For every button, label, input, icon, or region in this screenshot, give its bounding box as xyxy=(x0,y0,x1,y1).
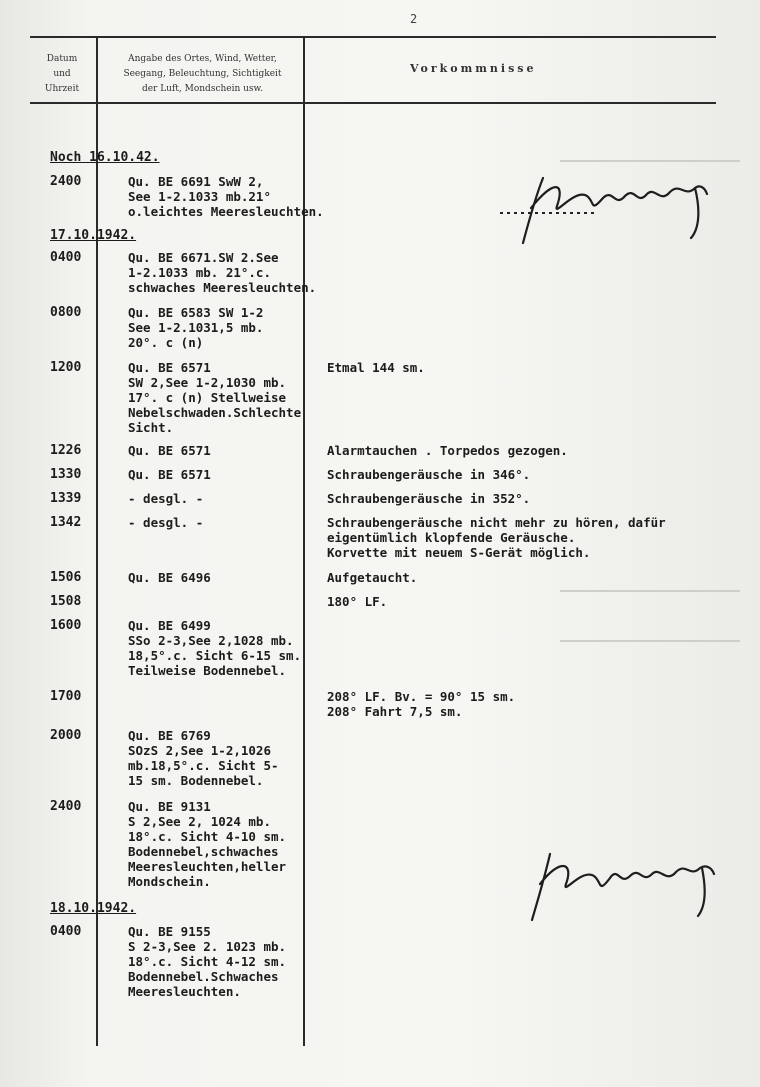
entry-time: 0400 xyxy=(50,924,82,939)
entry-event: Alarmtauchen . Torpedos gezogen. xyxy=(327,443,568,458)
bleed-through-mark xyxy=(560,640,740,642)
entry-location: Qu. BE 6583 SW 1-2 See 1-2.1031,5 mb. 20°. c (n) xyxy=(128,305,264,350)
entry-event: 208° LF. Bv. = 90° 15 sm. 208° Fahrt 7,5 sm. xyxy=(327,689,516,719)
entry-location: - desgl. - xyxy=(128,515,204,530)
entry-time: 1506 xyxy=(50,570,82,585)
signature xyxy=(520,840,730,925)
header-datum: Datum und Uhrzeit xyxy=(44,54,80,94)
signature xyxy=(495,158,725,248)
entry-location: Qu. BE 6671.SW 2.See 1-2.1033 mb. 21°.c. schwaches Meeresleuchten. xyxy=(128,250,317,295)
entry-event: Schraubengeräusche in 346°. xyxy=(327,467,531,482)
day-heading: Noch 16.10.42. xyxy=(50,150,160,165)
entry-time: 0400 xyxy=(50,250,82,265)
entry-location: - desgl. - xyxy=(128,491,204,506)
column-divider-1 xyxy=(96,36,98,1046)
entry-time: 2400 xyxy=(50,799,82,814)
entry-event: Etmal 144 sm. xyxy=(327,360,425,375)
entry-event: Schraubengeräusche nicht mehr zu hören, dafür eigentümlich klopfende Geräusche. Korvette mit neuem S-Gerät möglich. xyxy=(327,515,666,560)
entry-time: 2000 xyxy=(50,728,82,743)
signature-mark xyxy=(495,158,725,248)
entry-time: 1226 xyxy=(50,443,82,458)
entry-location: Qu. BE 6571 SW 2,See 1-2,1030 mb. 17°. c (n) Stellweise Nebelschwaden.Schlechte Sicht. xyxy=(128,360,302,435)
entry-location: Qu. BE 6499 SSo 2-3,See 2,1028 mb. 18,5°.c. Sicht 6-15 sm. Teilweise Bodennebel. xyxy=(128,618,302,678)
day-heading: 18.10.1942. xyxy=(50,901,137,916)
header-vorkommnisse: Vorkommnisse xyxy=(410,62,537,75)
entry-location: Qu. BE 6571 xyxy=(128,443,211,458)
top-rule xyxy=(30,36,716,38)
bleed-through-mark xyxy=(560,590,740,592)
page-number: 2 xyxy=(410,12,418,26)
entry-time: 1342 xyxy=(50,515,82,530)
header-rule xyxy=(30,102,716,104)
entry-time: 1330 xyxy=(50,467,82,482)
header-angabe: Angabe des Ortes, Wind, Wetter, Seegang, Beleuchtung, Sichtigkeit der Luft, Mondschein usw. xyxy=(123,54,282,94)
entry-time: 2400 xyxy=(50,174,82,189)
entry-event: Schraubengeräusche in 352°. xyxy=(327,491,531,506)
entry-location: Qu. BE 6691 SwW 2, See 1-2.1033 mb.21° o.leichtes Meeresleuchten. xyxy=(128,174,324,219)
entry-location: Qu. BE 9155 S 2-3,See 2. 1023 mb. 18°.c. Sicht 4-12 sm. Bodennebel.Schwaches Meeresleuchten. xyxy=(128,924,287,999)
entry-location: Qu. BE 6496 xyxy=(128,570,211,585)
entry-time: 1200 xyxy=(50,360,82,375)
entry-event: Aufgetaucht. xyxy=(327,570,418,585)
entry-time: 1508 xyxy=(50,594,82,609)
entry-location: Qu. BE 9131 S 2,See 2, 1024 mb. 18°.c. Sicht 4-10 sm. Bodennebel,schwaches Meeresleuchten,heller Mondschein. xyxy=(128,799,287,889)
entry-location: Qu. BE 6571 xyxy=(128,467,211,482)
entry-location: Qu. BE 6769 SOzS 2,See 1-2,1026 mb.18,5°.c. Sicht 5- 15 sm. Bodennebel. xyxy=(128,728,279,788)
day-heading: 17.10.1942. xyxy=(50,228,137,243)
entry-event: 180° LF. xyxy=(327,594,388,609)
entry-time: 1339 xyxy=(50,491,82,506)
entry-time: 0800 xyxy=(50,305,82,320)
signature-mark xyxy=(520,840,730,925)
entry-time: 1700 xyxy=(50,689,82,704)
entry-time: 1600 xyxy=(50,618,82,633)
